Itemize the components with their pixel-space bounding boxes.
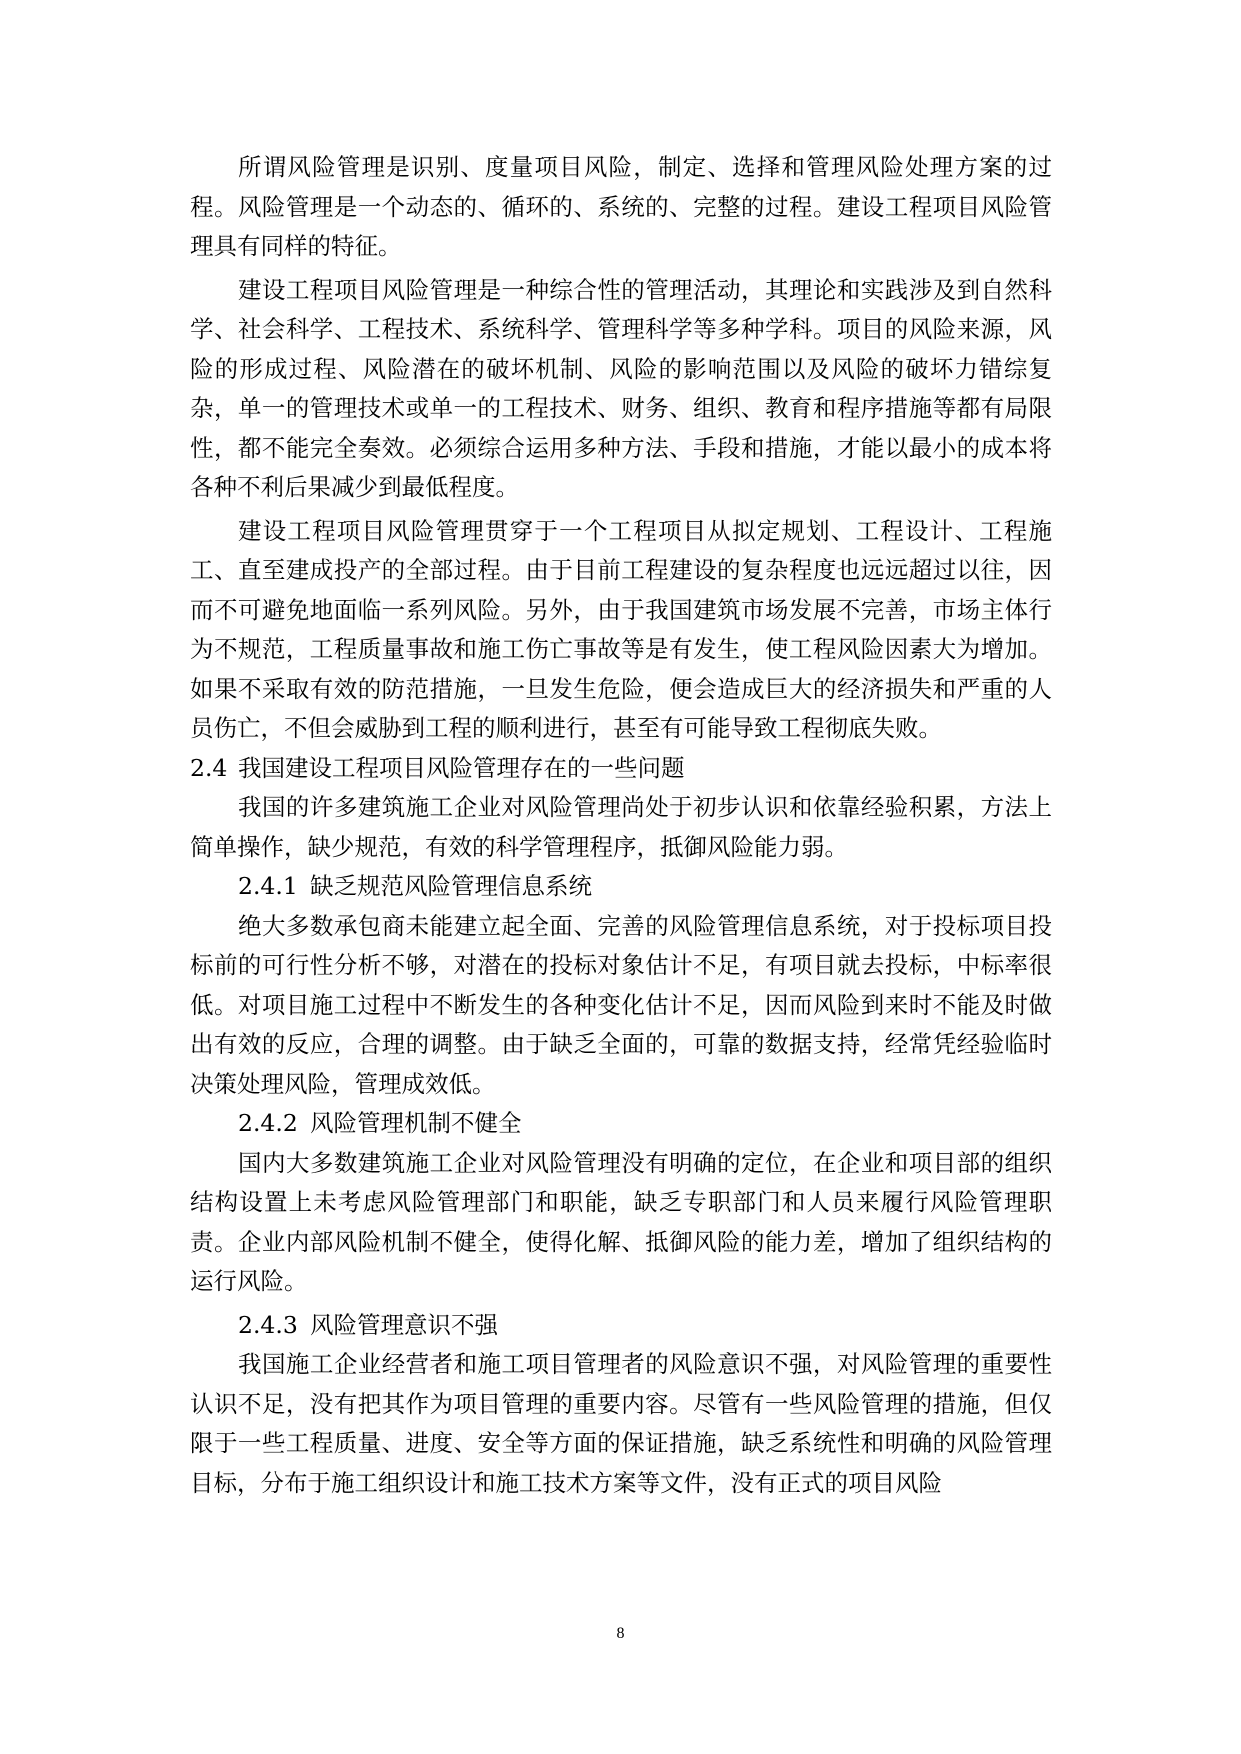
page-number: 8 — [616, 1625, 625, 1642]
paragraph-section-intro: 我国的许多建筑施工企业对风险管理尚处于初步认识和依靠经验积累，方法上简单操作，缺少规范，有效的科学管理程序，抵御风险能力弱。 — [190, 793, 1052, 861]
document-body — [190, 148, 1052, 1503]
subsection-title: 风险管理机制不健全 — [310, 1109, 522, 1137]
section-title: 我国建设工程项目风险管理存在的一些问题 — [238, 753, 685, 782]
section-heading-2-4 — [190, 749, 1052, 789]
subsection-number: 2.4.3 — [238, 1310, 298, 1339]
subsection-number: 2.4.1 — [238, 872, 298, 900]
subsection-heading-2-4-2 — [190, 1104, 1052, 1144]
paragraph-risk-management-definition: 所谓风险管理是识别、度量项目风险，制定、选择和管理风险处理方案的过程。风险管理是一个动态的、循环的、系统的、完整的过程。建设工程项目风险管理具有同样的特征。 — [190, 153, 1052, 260]
subsection-heading-2-4-3 — [190, 1306, 1052, 1346]
subsection-title: 缺乏规范风险管理信息系统 — [310, 872, 592, 900]
paragraph-comprehensive-management: 建设工程项目风险管理是一种综合性的管理活动，其理论和实践涉及到自然科学、社会科学、工程技术、系统科学、管理科学等多种学科。项目的风险来源，风险的形成过程、风险潜在的破坏机制、风险的影响范围以及风险的破坏力错综复杂，单一的管理技术或单一的工程技术、财务、组织、教育和程序措施等都有局限性，都不能完全奏效。必须综合运用多种方法、手段和措施，才能以最小的成本将各种不利后果减少到最低程度。 — [190, 275, 1052, 501]
paragraph-subsection-2-4-3: 我国施工企业经营者和施工项目管理者的风险意识不强，对风险管理的重要性认识不足，没有把其作为项目管理的重要内容。尽管有一些风险管理的措施，但仅限于一些工程质量、进度、安全等方面的保证措施，缺乏系统性和明确的风险管理目标，分布于施工组织设计和施工技术方案等文件，没有正式的项目风险 — [190, 1350, 1052, 1497]
subsection-number: 2.4.2 — [238, 1109, 298, 1137]
subsection-title: 风险管理意识不强 — [310, 1310, 498, 1339]
section-number: 2.4 — [190, 753, 228, 782]
paragraph-whole-process: 建设工程项目风险管理贯穿于一个工程项目从拟定规划、工程设计、工程施工、直至建成投产的全部过程。由于目前工程建设的复杂程度也远远超过以往，因而不可避免地面临一系列风险。另外，由于我国建筑市场发展不完善，市场主体行为不规范，工程质量事故和施工伤亡事故等是有发生，使工程风险因素大为增加。如果不采取有效的防范措施，一旦发生危险，便会造成巨大的经济损失和严重的人员伤亡，不但会威胁到工程的顺利进行，甚至有可能导致工程彻底失败。 — [190, 516, 1052, 742]
paragraph-subsection-2-4-2: 国内大多数建筑施工企业对风险管理没有明确的定位，在企业和项目部的组织结构设置上未考虑风险管理部门和职能，缺乏专职部门和人员来履行风险管理职责。企业内部风险机制不健全，使得化解、抵御风险的能力差，增加了组织结构的运行风险。 — [190, 1148, 1052, 1295]
subsection-heading-2-4-1 — [190, 867, 1052, 907]
paragraph-subsection-2-4-1: 绝大多数承包商未能建立起全面、完善的风险管理信息系统，对于投标项目投标前的可行性分析不够，对潜在的投标对象估计不足，有项目就去投标，中标率很低。对项目施工过程中不断发生的各种变化估计不足，因而风险到来时不能及时做出有效的反应，合理的调整。由于缺乏全面的，可靠的数据支持，经常凭经验临时决策处理风险，管理成效低。 — [190, 911, 1052, 1098]
